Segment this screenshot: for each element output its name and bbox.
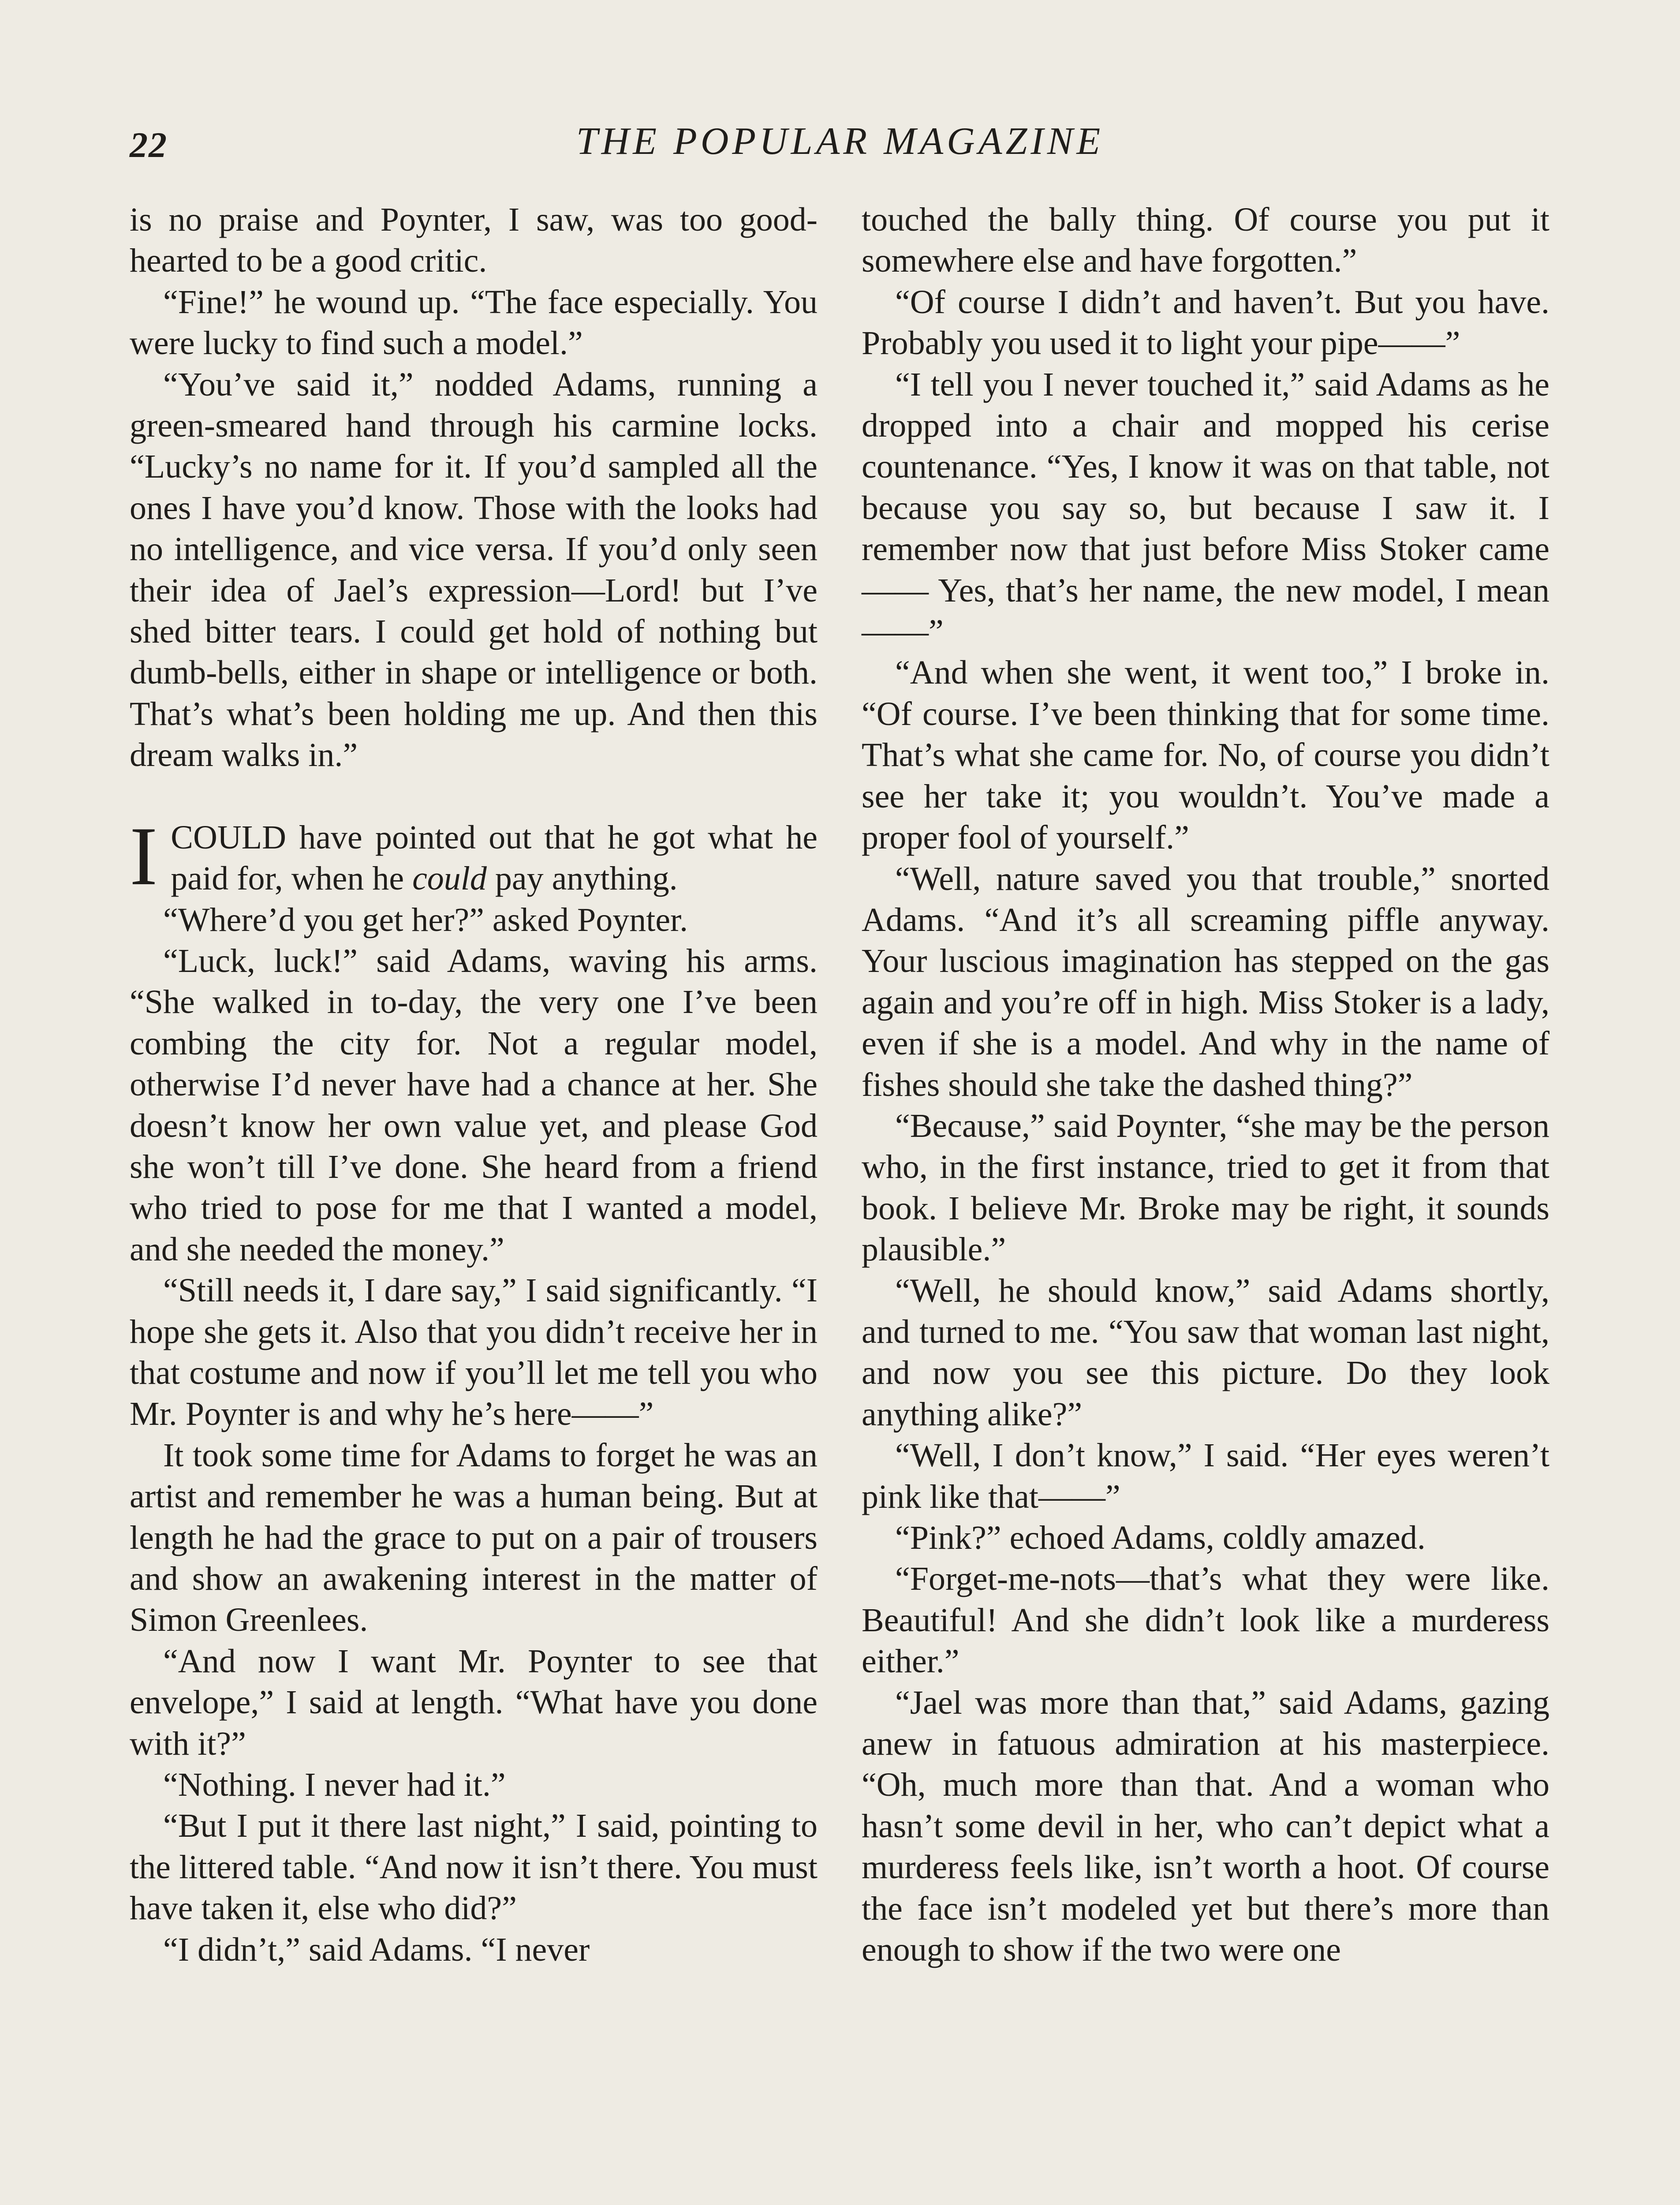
paragraph: is no praise and Poynter, I saw, was too good-hearted to be a good critic.	[130, 201, 818, 280]
paragraph: “Of course I didn’t and haven’t. But you have. Probably you used it to light your pipe——”	[862, 283, 1549, 362]
paragraph: “Because,” said Poynter, “she may be the person who, in the first instance, tried to get it from that book. I believe Mr. Broke may be right, it sounds plausible.”	[862, 1107, 1549, 1268]
paragraph: “Pink?” echoed Adams, coldly amazed.	[895, 1519, 1426, 1556]
paragraph: “Nothing. I never had it.”	[163, 1766, 506, 1804]
paragraph: “And when she went, it went too,” I broke in. “Of course. I’ve been thinking that for some time. That’s what she came for. No, of course you didn’t see her take it; you wouldn’t. You’ve made a proper fool of yourself.”	[862, 654, 1549, 856]
page-number: 22	[130, 125, 168, 165]
paragraph: “Well, I don’t know,” I said. “Her eyes weren’t pink like that——”	[862, 1437, 1549, 1515]
left-column	[130, 199, 818, 1970]
section-tail-text: pay anything.	[486, 860, 678, 897]
right-column	[862, 199, 1549, 1970]
emphasis-text: could	[412, 860, 487, 897]
paragraph: It took some time for Adams to forget he was an artist and remember he was a human being. But at length he had the grace to put on a pair of trousers and show an awakening interest in the matter of Simon Greenlees.	[130, 1436, 818, 1639]
paragraph: touched the bally thing. Of course you put it somewhere else and have forgotten.”	[862, 201, 1549, 280]
section-lead-text: COULD have pointed out that he got what he paid for, when he	[171, 818, 818, 897]
paragraph: “Fine!” he wound up. “The face especially. You were lucky to find such a model.”	[130, 283, 818, 362]
paragraph: “Forget-me-nots—that’s what they were like. Beautiful! And she didn’t look like a murderess either.”	[862, 1560, 1549, 1680]
paragraph: “Still needs it, I dare say,” I said significantly. “I hope she gets it. Also that you didn’t receive her in that costume and now if you’ll let me tell you who Mr. Poynter is and why he’s here——”	[130, 1272, 818, 1433]
drop-cap: I	[130, 810, 158, 903]
paragraph: “You’ve said it,” nodded Adams, running a green-smeared hand through his carmine locks. “Lucky’s no name for it. If you’d sampled all the ones I have you’d know. Those with the looks had no intelligence, and vice versa. If you’d only seen their idea of Jael’s expression—Lord! but I’ve shed bitter tears. I could get hold of nothing but dumb-bells, either in shape or intelligence or both. That’s what’s been holding me up. And then this dream walks in.”	[130, 366, 818, 774]
paragraph: “Well, he should know,” said Adams shortly, and turned to me. “You saw that woman last night, and now you see this picture. Do they look anything alike?”	[862, 1272, 1549, 1433]
paragraph: “Well, nature saved you that trouble,” snorted Adams. “And it’s all screaming piffle anyway. Your luscious imagination has stepped on the gas again and you’re off in high. Miss Stoker is a lady, even if she is a model. And why in the name of fishes should she take the dashed thing?”	[862, 860, 1549, 1103]
paragraph: “I tell you I never touched it,” said Adams as he dropped into a chair and mopped his cerise countenance. “Yes, I know it was on that table, not because you say so, but because I saw it. I remember now that just before Miss Stoker came—— Yes, that’s her name, the new model, I mean——”	[862, 366, 1549, 650]
paragraph: “Jael was more than that,” said Adams, gazing anew in fatuous admiration at his masterpiece. “Oh, much more than that. And a woman who hasn’t some devil in her, who can’t depict what a murderess feels like, isn’t worth a hoot. Of course the face isn’t modeled yet but there’s more than enough to show if the two were one	[862, 1684, 1549, 1969]
section-opening-paragraph	[130, 810, 818, 903]
paragraph: “Where’d you get her?” asked Poynter.	[163, 901, 688, 938]
paragraph: “And now I want Mr. Poynter to see that envelope,” I said at length. “What have you done with it?”	[130, 1642, 818, 1762]
running-title: THE POPULAR MAGAZINE	[576, 120, 1104, 163]
paragraph: “I didn’t,” said Adams. “I never	[163, 1931, 590, 1968]
paragraph: “Luck, luck!” said Adams, waving his arms. “She walked in to-day, the very one I’ve been combing the city for. Not a regular model, otherwise I’d never have had a chance at her. She doesn’t know her own value yet, and please God she won’t till I’ve done. She heard from a friend who tried to pose for me that I wanted a model, and she needed the money.”	[130, 942, 818, 1268]
paragraph: “But I put it there last night,” I said, pointing to the littered table. “And now it isn’t there. You must have taken it, else who did?”	[130, 1807, 818, 1927]
